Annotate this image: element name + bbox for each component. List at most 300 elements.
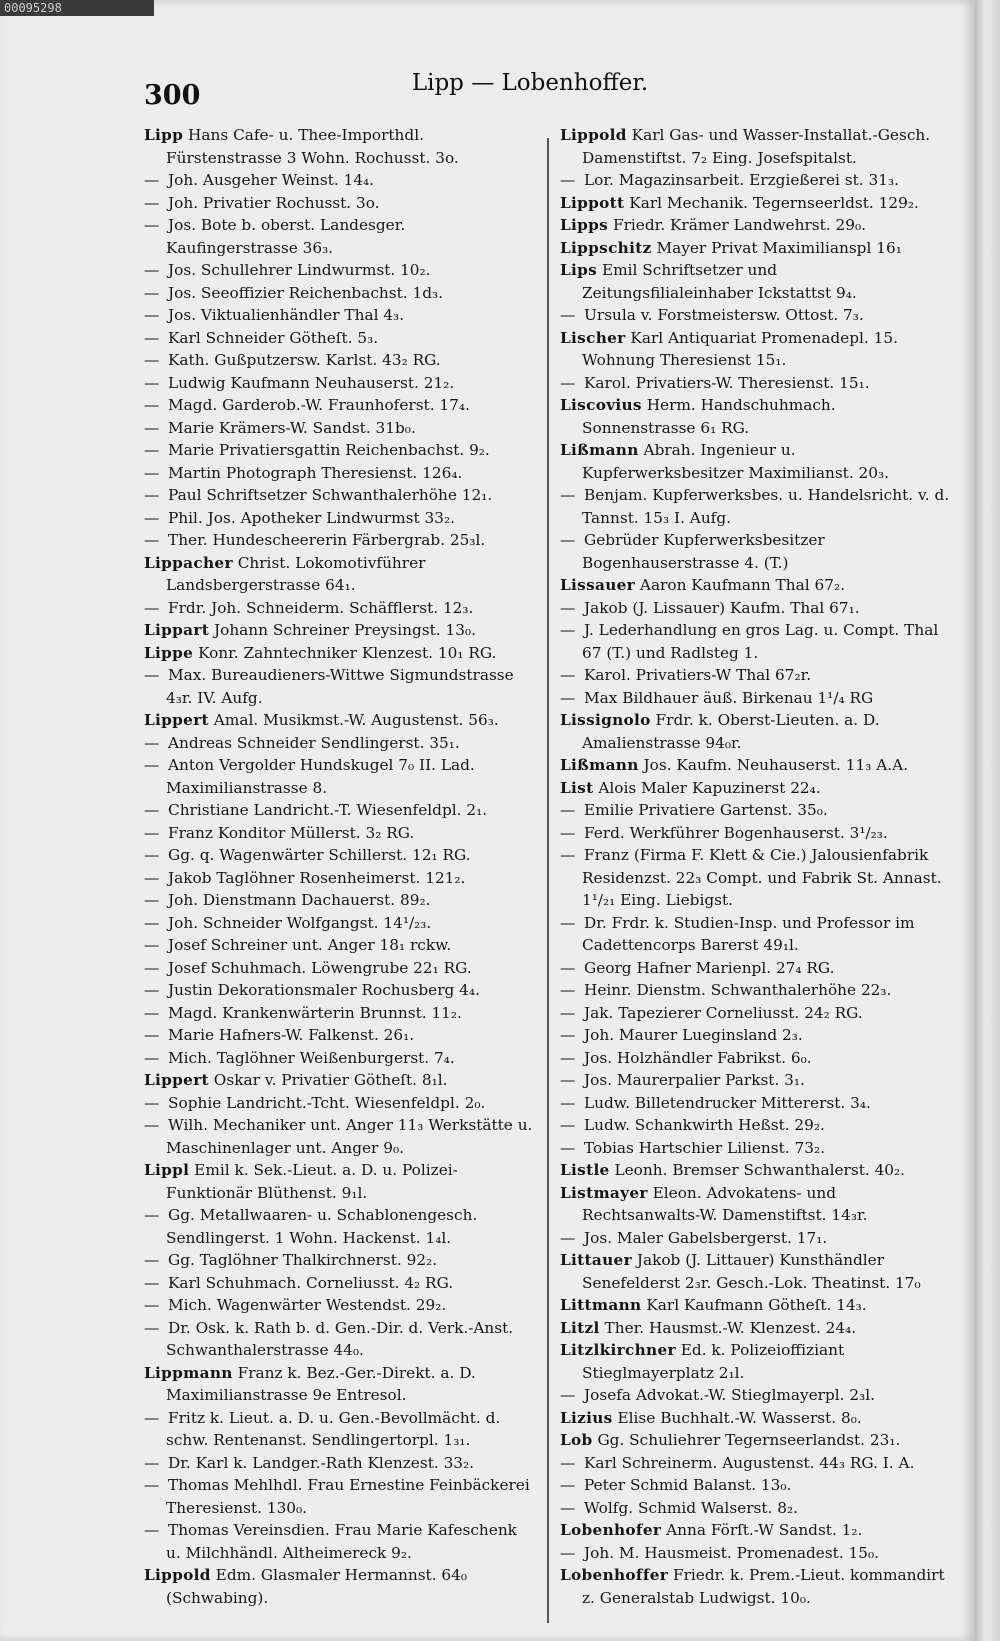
directory-entry [144,664,534,709]
entry-surname: Lips [560,261,598,279]
directory-entry [560,1024,950,1047]
entry-text: Jos. Viktualienhändler Thal 4₃. [168,306,405,324]
repeat-dash: — [560,621,576,639]
directory-entry [144,979,534,1002]
entry-text: Jakob Taglöhner Rosenheimerst. 121₂. [168,868,466,887]
directory-entry [560,1542,950,1565]
entry-surname: Lippl [144,1161,190,1179]
directory-entry [560,597,950,620]
entry-text: Ther. Hundescheererin Färbergrab. 25₃l. [168,531,486,549]
entry-surname: Lißmann [560,441,639,459]
repeat-dash: — [144,531,160,549]
repeat-dash: — [144,193,160,212]
entry-surname: Lippmann [144,1363,233,1382]
directory-entry [144,462,534,485]
entry-text: Elise Buchhalt.-W. Wasserst. 8₀. [617,1408,862,1427]
entry-text: Josef Schuhmach. Löwengrube 22₁ RG. [168,958,472,977]
repeat-dash: — [560,1116,576,1134]
repeat-dash: — [144,1273,160,1292]
repeat-dash: — [144,981,160,999]
repeat-dash: — [560,823,576,842]
repeat-dash: — [560,1476,576,1494]
entry-text: Joh. Ausgeher Weinst. 14₄. [168,171,375,189]
entry-text: Josefa Advokat.-W. Stieglmayerpl. 2₃l. [584,1386,875,1404]
directory-entry [560,1114,950,1137]
directory-entry [144,597,534,620]
entry-text: Gg. q. Wagenwärter Schillerst. 12₁ RG. [168,846,471,864]
entry-text: Andreas Schneider Sendlingerst. 35₁. [168,733,460,752]
entry-text: Hans Cafe- u. Thee-Importhdl. Fürstenstrasse 3 Wohn. Rochusst. 3o. [166,126,459,167]
repeat-dash: — [144,1048,160,1067]
repeat-dash: — [144,261,160,279]
directory-entry [560,1249,950,1294]
directory-entry [560,529,950,574]
repeat-dash: — [560,373,576,392]
directory-entry [144,282,534,305]
entry-text: Phil. Jos. Apotheker Lindwurmst 33₂. [168,508,455,527]
directory-entry [560,1317,950,1340]
directory-entry [560,1159,950,1182]
directory-entry [144,642,534,665]
repeat-dash: — [144,1476,160,1494]
repeat-dash: — [560,1026,576,1044]
entry-text: Franz Konditor Müllerst. 3₂ RG. [168,823,415,842]
directory-entry [144,327,534,350]
entry-text: Mich. Wagenwärter Westendst. 29₂. [168,1296,447,1314]
repeat-dash: — [560,801,576,819]
repeat-dash: — [560,958,576,977]
archive-stamp: 00095298 [0,0,154,16]
repeat-dash: — [560,981,576,999]
directory-entry [560,979,950,1002]
entry-text: Christiane Landricht.-T. Wiesenfeldpl. 2₁. [168,801,488,819]
repeat-dash: — [144,1453,160,1472]
repeat-dash: — [560,1498,576,1517]
entry-text: Sophie Landricht.-Tcht. Wiesenfeldpl. 2₀. [168,1093,486,1112]
directory-entry [144,619,534,642]
entry-text: Herm. Handschuhmach. Sonnenstrasse 6₁ RG. [582,396,836,437]
directory-entry [144,529,534,552]
directory-entry [144,1249,534,1272]
repeat-dash: — [560,1228,576,1247]
repeat-dash: — [144,1026,160,1044]
entry-text: Ludw. Schankwirth Heßst. 29₂. [584,1116,825,1134]
directory-entry [560,822,950,845]
directory-entry [560,709,950,754]
entry-surname: Lob [560,1431,593,1449]
entry-text: Ther. Hausmst.-W. Klenzest. 24₄. [604,1318,857,1337]
directory-entry [144,1474,534,1519]
directory-entry [144,1272,534,1295]
entry-surname: Lipps [560,216,609,234]
directory-entry [144,1002,534,1025]
directory-entry [560,1047,950,1070]
directory-entry [560,664,950,687]
directory-entry [560,1002,950,1025]
right-column [560,124,950,1609]
entry-text: Franz k. Bez.-Ger.-Direkt. a. D. Maximilianstrasse 9e Entresol. [166,1363,476,1404]
entry-text: Jos. Bote b. oberst. Landesger. Kaufingerstrasse 36₃. [166,216,406,257]
repeat-dash: — [144,891,160,909]
directory-entry [144,799,534,822]
directory-entry [144,889,534,912]
directory-entry [144,1024,534,1047]
repeat-dash: — [144,216,160,234]
directory-entry [144,1114,534,1159]
entry-surname: Lizius [560,1408,613,1427]
entry-text: Magd. Krankenwärterin Brunnst. 11₂. [168,1003,462,1022]
entry-text: Dr. Karl k. Landger.-Rath Klenzest. 33₂. [168,1453,475,1472]
entry-surname: Lobenhofer [560,1521,662,1539]
entry-text: Eleon. Advokatens- und Rechtsanwalts-W. Damenstiftst. 14₃r. [582,1183,868,1224]
entry-text: Anna Förſt.-W Sandst. 1₂. [666,1521,863,1539]
entry-text: Lor. Magazinsarbeit. Erzgießerei st. 31₃. [584,171,899,189]
repeat-dash: — [560,171,576,189]
entry-text: Jakob (J. Littauer) Kunsthändler Senefelderst 2₃r. Gesch.-Lok. Theatinst. 17₀ [582,1251,921,1292]
directory-entry [560,237,950,260]
entry-text: Karl Schneider Götheſt. 5₃. [168,328,379,347]
entry-text: Joh. Dienstmann Dachauerst. 89₂. [168,891,431,909]
entry-text: Gg. Metallwaaren- u. Schablonengesch. Sendlingerst. 1 Wohn. Hackenst. 1₄l. [166,1206,478,1247]
entry-text: Ed. k. Polizeioffiziant Stieglmayerplatz 2₁l. [582,1341,845,1382]
directory-entry [144,1204,534,1249]
directory-entry [560,1339,950,1384]
directory-entry [560,619,950,664]
entry-text: Marie Hafners-W. Falkenst. 26₁. [168,1026,415,1044]
entry-text: Wolfg. Schmid Walserst. 8₂. [584,1498,798,1517]
directory-entry [560,1497,950,1520]
repeat-dash: — [560,598,576,617]
entry-text: Mich. Taglöhner Weißenburgerst. 7₄. [168,1048,455,1067]
directory-entry [144,934,534,957]
repeat-dash: — [144,1003,160,1022]
entry-text: Gg. Schuliehrer Tegernseerlandst. 23₁. [597,1431,901,1449]
repeat-dash: — [144,486,160,504]
entry-text: Marie Privatiersgattin Reichenbachst. 9₂. [168,441,490,459]
directory-entry [144,394,534,417]
directory-entry [560,912,950,957]
entry-text: Karol. Privatiers-W. Theresienst. 15₁. [584,373,870,392]
entry-surname: Lippart [144,621,210,639]
entry-text: Jos. Maurerpalier Parkst. 3₁. [584,1071,805,1089]
entry-text: Tobias Hartschier Lilienst. 73₂. [584,1138,825,1157]
repeat-dash: — [560,1048,576,1067]
repeat-dash: — [560,1543,576,1562]
repeat-dash: — [560,1071,576,1089]
directory-entry [144,349,534,372]
entry-text: Karl Gas- und Wasser-Installat.-Gesch. Damenstiftst. 7₂ Eing. Josefspitalst. [582,126,931,167]
entry-text: Karol. Privatiers-W Thal 67₂r. [584,666,812,684]
entry-text: Jos. Seeoffizier Reichenbachst. 1d₃. [168,283,444,302]
entry-text: Leonh. Bremser Schwanthalerst. 40₂. [614,1161,906,1179]
directory-entry [144,552,534,597]
entry-surname: List [560,778,594,797]
repeat-dash: — [144,868,160,887]
entry-text: J. Lederhandlung en gros Lag. u. Compt. Thal 67 (T.) und Radlsteg 1. [582,621,939,662]
directory-entry [144,1159,534,1204]
directory-entry [560,574,950,597]
directory-entry [144,1047,534,1070]
directory-entry [144,1317,534,1362]
directory-entry [144,822,534,845]
entry-text: Anton Vergolder Hundskugel 7₀ II. Lad. Maximilianstrasse 8. [166,756,475,797]
entry-text: Jos. Schullehrer Lindwurmst. 10₂. [168,261,431,279]
repeat-dash: — [144,1408,160,1427]
entry-text: Emilie Privatiere Gartenst. 35₀. [584,801,828,819]
repeat-dash: — [144,1116,160,1134]
directory-entry [560,777,950,800]
directory-entry [144,732,534,755]
entry-surname: Litzlkirchner [560,1341,676,1359]
directory-entry [560,754,950,777]
directory-entry [560,799,950,822]
left-column [144,124,534,1609]
directory-entry [144,259,534,282]
repeat-dash: — [144,913,160,932]
repeat-dash: — [144,598,160,617]
directory-entry [144,1294,534,1317]
directory-entry [560,1137,950,1160]
entry-text: Frdr. Joh. Schneiderm. Schäfflerst. 12₃. [168,598,474,617]
entry-surname: Lippschitz [560,238,652,257]
entry-text: Fritz k. Lieut. a. D. u. Gen.-Bevollmächt. d. schw. Rentenanst. Sendlingertorpl. 1₃₁. [166,1408,501,1449]
entry-text: Karl Kaufmann Götheſt. 14₃. [646,1296,867,1314]
entry-text: Jak. Tapezierer Corneliusst. 24₂ RG. [584,1003,863,1022]
entry-text: Ludw. Billetendrucker Mittererst. 3₄. [584,1093,871,1112]
directory-entry [560,304,950,327]
entry-text: Max. Bureaudieners-Wittwe Sigmundstrasse 4₃r. IV. Aufg. [166,666,514,707]
entry-text: Thomas Mehlhdl. Frau Ernestine Feinbäckerei Theresienst. 130₀. [166,1476,530,1517]
directory-entry [144,372,534,395]
running-head: Lipp — Lobenhoffer. [411,70,649,96]
entry-text: Wilh. Mechaniker unt. Anger 11₃ Werkstätte u. Maschinenlager unt. Anger 9₀. [166,1116,533,1157]
directory-entry [560,1452,950,1475]
entry-surname: Liscovius [560,396,642,414]
directory-entry [144,1519,534,1564]
repeat-dash: — [560,306,576,324]
directory-entry [144,484,534,507]
entry-text: Emil k. Sek.-Lieut. a. D. u. Polizei-Funktionär Blüthenst. 9₁l. [166,1161,458,1202]
repeat-dash: — [560,846,576,864]
entry-text: Marie Krämers-W. Sandst. 31b₀. [168,418,416,437]
directory-entry [560,1384,950,1407]
repeat-dash: — [144,666,160,684]
directory-entry [144,844,534,867]
repeat-dash: — [144,328,160,347]
directory-entry [144,867,534,890]
repeat-dash: — [144,846,160,864]
entry-surname: Lippacher [144,553,233,572]
entry-surname: Lissignolo [560,711,651,729]
entry-text: Magd. Garderob.-W. Fraunhoferst. 17₄. [168,396,470,414]
entry-text: Joh. Privatier Rochusst. 3o. [168,193,380,212]
entry-surname: Lippert [144,1071,209,1089]
repeat-dash: — [144,801,160,819]
entry-surname: Littauer [560,1251,632,1269]
entry-surname: Lippold [144,1566,211,1584]
directory-entry [144,1069,534,1092]
directory-entry [144,124,534,169]
entry-text: Paul Schriftsetzer Schwanthalerhöhe 12₁. [168,486,493,504]
repeat-dash: — [144,373,160,392]
directory-entry [560,1474,950,1497]
directory-entry [144,754,534,799]
entry-text: Ferd. Werkführer Bogenhauserst. 3¹/₂₃. [584,823,888,842]
repeat-dash: — [144,958,160,977]
directory-entry [144,1452,534,1475]
entry-text: Johann Schreiner Preysingst. 13₀. [213,621,476,639]
directory-entry [144,1407,534,1452]
directory-entry [560,1294,950,1317]
directory-entry [144,1362,534,1407]
entry-text: Karl Schreinerm. Augustenst. 44₃ RG. I. A. [584,1453,915,1472]
entry-text: Martin Photograph Theresienst. 126₄. [168,463,463,482]
repeat-dash: — [144,756,160,774]
directory-entry [144,192,534,215]
directory-entry [560,957,950,980]
directory-entry [560,1092,950,1115]
entry-text: Friedr. k. Prem.-Lieut. kommandirt z. Generalstab Ludwigst. 10₀. [582,1566,945,1607]
entry-text: Joh. Schneider Wolfgangst. 14¹/₂₃. [168,913,432,932]
repeat-dash: — [144,936,160,954]
entry-text: Georg Hafner Marienpl. 27₄ RG. [584,958,835,977]
entry-surname: Lipp [144,126,184,144]
entry-surname: Lißmann [560,756,639,774]
repeat-dash: — [144,306,160,324]
directory-entry [560,192,950,215]
entry-text: Ursula v. Forstmeistersw. Ottost. 7₃. [584,306,864,324]
entry-text: Dr. Frdr. k. Studien-Insp. und Professor im Cadettencorps Barerst 49₁l. [582,913,915,954]
directory-entry [560,259,950,304]
adjacent-page-edge [975,0,1000,1641]
repeat-dash: — [560,1003,576,1022]
entry-text: Konr. Zahntechniker Klenzest. 10₁ RG. [198,643,497,662]
entry-text: Kath. Gußputzersw. Karlst. 43₂ RG. [168,351,441,369]
repeat-dash: — [144,1296,160,1314]
directory-entry [144,304,534,327]
column-divider [547,138,549,1623]
entry-text: Friedr. Krämer Landwehrst. 29₀. [612,216,866,234]
entry-text: Jos. Kaufm. Neuhauserst. 11₃ A.A. [643,756,909,774]
entry-text: Gg. Taglöhner Thalkirchnerst. 92₂. [168,1251,438,1269]
directory-entry [560,327,950,372]
entry-text: Peter Schmid Balanst. 13₀. [584,1476,792,1494]
repeat-dash: — [144,1251,160,1269]
entry-text: Karl Mechanik. Tegernseerldst. 129₂. [629,193,919,212]
entry-text: Edm. Glasmaler Hermannst. 64₀ (Schwabing). [166,1566,468,1607]
entry-surname: Lippold [560,126,627,144]
entry-surname: Lippe [144,643,194,662]
directory-entry [144,1564,534,1609]
repeat-dash: — [560,1453,576,1472]
directory-entry [144,709,534,732]
repeat-dash: — [560,531,576,549]
repeat-dash: — [144,283,160,302]
entry-text: Abrah. Ingenieur u. Kupferwerksbesitzer Maximilianst. 20₃. [582,441,889,482]
entry-text: Franz (Firma F. Klett & Cie.) Jalousienfabrik Residenzst. 22₃ Compt. und Fabrik St. Annast. 1¹/₂₁ Eing. Liebigst. [582,846,942,909]
directory-entry [560,439,950,484]
entry-text: Amal. Musikmst.-W. Augustenst. 56₃. [213,711,499,729]
entry-text: Ludwig Kaufmann Neuhauserst. 21₂. [168,373,455,392]
entry-text: Jakob (J. Lissauer) Kaufm. Thal 67₁. [584,598,860,617]
directory-entry [144,1092,534,1115]
repeat-dash: — [144,396,160,414]
directory-entry [560,372,950,395]
directory-entry [144,214,534,259]
repeat-dash: — [144,1206,160,1224]
entry-surname: Lissauer [560,576,636,594]
entry-text: Josef Schreiner unt. Anger 18₁ rckw. [168,936,452,954]
directory-entry [560,124,950,169]
directory-entry [144,912,534,935]
directory-entry [144,439,534,462]
repeat-dash: — [144,463,160,482]
directory-entry [560,169,950,192]
repeat-dash: — [144,171,160,189]
page-number: 300 [144,80,201,111]
repeat-dash: — [560,1386,576,1404]
entry-text: Gebrüder Kupferwerksbesitzer Bogenhauserstrasse 4. (T.) [582,531,825,572]
directory-entry [560,1429,950,1452]
entry-surname: Lischer [560,328,626,347]
entry-text: Emil Schriftsetzer und Zeitungsfilialeinhaber Ickstattst 9₄. [582,261,857,302]
repeat-dash: — [144,508,160,527]
entry-text: Mayer Privat Maximilianspl 16₁ [656,238,902,257]
entry-text: Oskar v. Privatier Götheſt. 8₁l. [213,1071,448,1089]
entry-text: Jos. Holzhändler Fabrikst. 6₀. [584,1048,812,1067]
entry-text: Justin Dekorationsmaler Rochusberg 4₄. [168,981,480,999]
repeat-dash: — [560,1093,576,1112]
entry-text: Christ. Lokomotivführer Landsbergerstrasse 64₁. [166,553,426,594]
directory-entry [560,687,950,710]
repeat-dash: — [144,733,160,752]
entry-surname: Listle [560,1161,610,1179]
entry-text: Benjam. Kupferwerksbes. u. Handelsricht. v. d. Tannst. 15₃ I. Aufg. [582,486,950,527]
directory-entry [560,214,950,237]
directory-entry [560,1407,950,1430]
entry-surname: Lippert [144,711,209,729]
entry-surname: Litzl [560,1318,600,1337]
repeat-dash: — [560,486,576,504]
entry-surname: Lobenhoffer [560,1566,669,1584]
entry-text: Frdr. k. Oberst-Lieuten. a. D. Amalienstrasse 94₀r. [582,711,880,752]
repeat-dash: — [144,418,160,437]
entry-text: Joh. M. Hausmeist. Promenadest. 15₀. [584,1543,880,1562]
repeat-dash: — [144,823,160,842]
directory-entry [144,507,534,530]
directory-entry [560,1227,950,1250]
entry-text: Max Bildhauer äuß. Birkenau 1¹/₄ RG [584,688,874,707]
directory-entry [560,1069,950,1092]
directory-entry [560,1519,950,1542]
entry-text: Karl Antiquariat Promenadepl. 15. Wohnung Theresienst 15₁. [582,328,898,369]
repeat-dash: — [560,913,576,932]
entry-text: Karl Schuhmach. Corneliusst. 4₂ RG. [168,1273,454,1292]
entry-text: Heinr. Dienstm. Schwanthalerhöhe 22₃. [584,981,892,999]
entry-text: Aaron Kaufmann Thal 67₂. [639,576,845,594]
directory-entry [560,484,950,529]
directory-entry [144,169,534,192]
repeat-dash: — [144,441,160,459]
entry-surname: Listmayer [560,1183,648,1202]
directory-entry [144,957,534,980]
repeat-dash: — [560,688,576,707]
repeat-dash: — [144,1318,160,1337]
entry-text: Joh. Maurer Lueginsland 2₃. [584,1026,803,1044]
repeat-dash: — [560,1138,576,1157]
directory-entry [560,1564,950,1609]
directory-entry [560,1182,950,1227]
